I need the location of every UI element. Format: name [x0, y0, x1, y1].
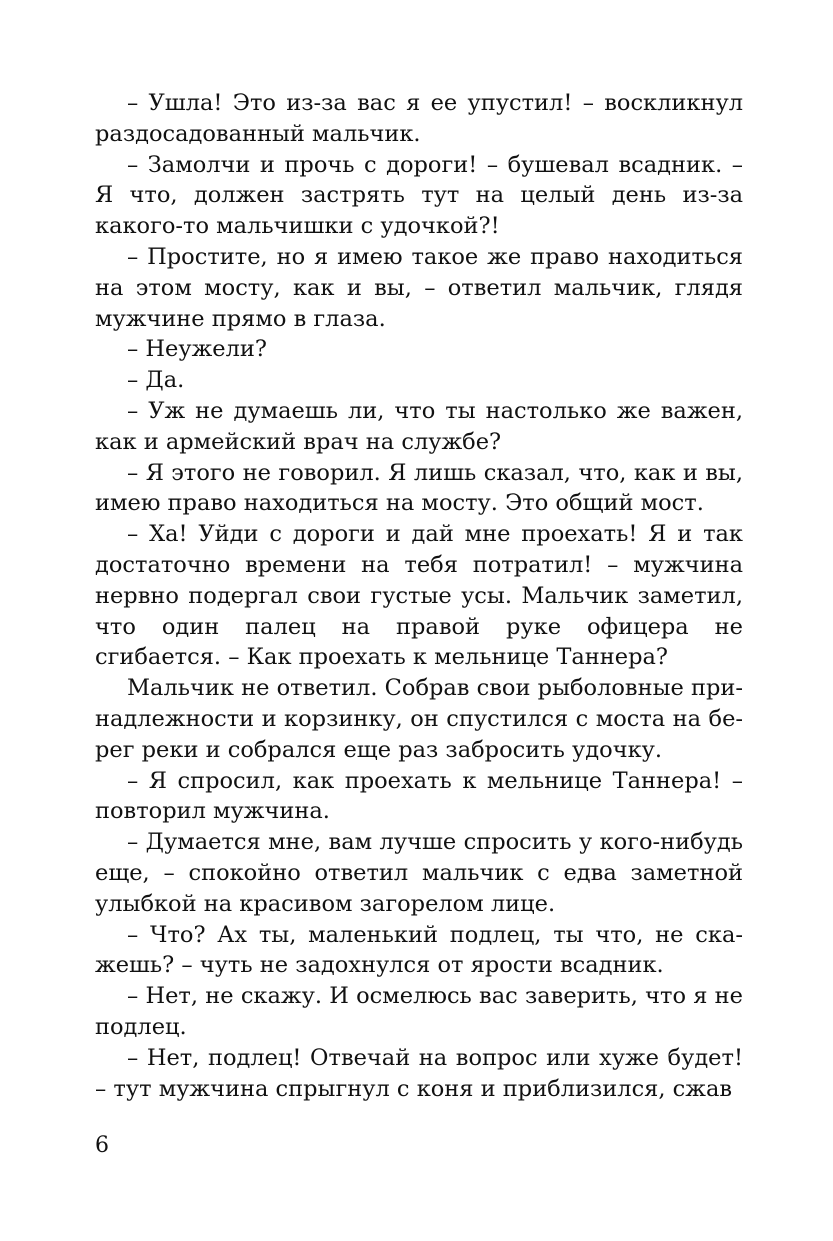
paragraph: – Замолчи и прочь с дороги! – бушевал всадник. – Я что, должен застрять тут на целый день из-за какого-то мальчишки с удочкой?! — [95, 151, 743, 240]
paragraph: – Простите, но я имею такое же право находиться на этом мосту, как и вы, – ответил мальчик, глядя мужчине прямо в глаза. — [95, 243, 743, 332]
paragraph: – Нет, подлец! Отвечай на вопрос или хуже будет! – тут мужчина спрыгнул с коня и приблизился, сжав — [95, 1044, 743, 1102]
paragraph: – Неужели? — [127, 336, 267, 363]
page-text — [95, 88, 743, 1104]
paragraph: – Что? Ах ты, маленький подлец, ты что, не скажешь? – чуть не задохнулся от ярости всадник. — [95, 921, 743, 979]
paragraph: – Да. — [127, 367, 185, 394]
paragraph: – Ушла! Это из-за вас я ее упустил! – воскликнул раздосадованный мальчик. — [95, 90, 743, 147]
paragraph: – Ха! Уйди с дороги и дай мне проехать! Я и так достаточно времени на тебя потратил! – мужчина нервно подергал свои густые усы. Мальчик заметил, что один палец на правой руке офицера не сгибается. – Как проехать к мельнице Таннера? — [95, 521, 743, 671]
paragraph: – Я этого не говорил. Я лишь сказал, что, как и вы, имею право находиться на мосту. Это общий мост. — [95, 459, 743, 517]
page-number: 6 — [95, 1133, 109, 1158]
paragraph: – Я спросил, как проехать к мельнице Таннера! – повторил мужчина. — [95, 767, 743, 825]
paragraph: – Думается мне, вам лучше спросить у кого-нибудь еще, – спокойно ответил мальчик с едва заметной улыбкой на красивом загорелом лице. — [95, 829, 743, 917]
paragraph: Мальчик не ответил. Собрав свои рыболовные принадлежности и корзинку, он спустился с моста на берег реки и собрался еще раз забросить удочку. — [95, 675, 743, 763]
paragraph: – Уж не думаешь ли, что ты настолько же важен, как и армейский врач на службе? — [95, 397, 743, 455]
paragraph: – Нет, не скажу. И осмелюсь вас заверить, что я не подлец. — [95, 983, 743, 1040]
